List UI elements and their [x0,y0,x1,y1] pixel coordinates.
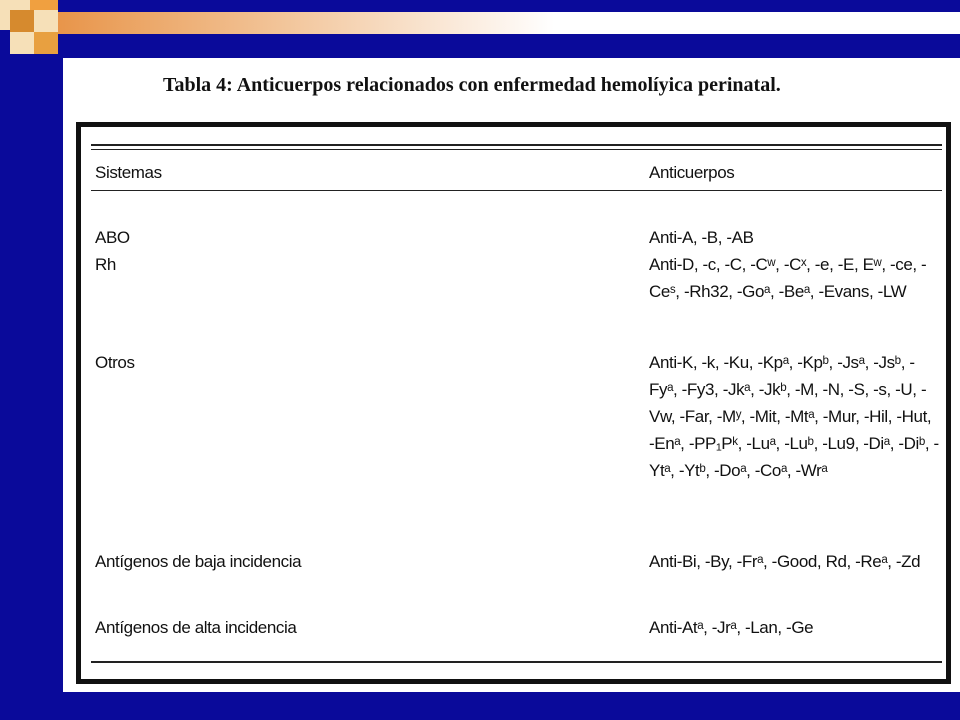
row-system: ABO [95,228,130,247]
row-system: Antígenos de alta incidencia [95,618,297,637]
table-rule [91,190,942,191]
table-frame [76,122,951,684]
row-antibodies: Anti-K, -k, -Ku, -Kpᵃ, -Kpᵇ, -Jsᵃ, -Jsᵇ, -Fyᵃ, -Fy3, -Jkᵃ, -Jkᵇ, -M, -N, -S, -s, -U, -Vw, -Far, -Mʸ, -Mit, -Mtᵃ, -Mur, -Hil, -Hut, -Enᵃ, -PP₁Pᵏ, -Luᵃ, -Luᵇ, -Lu9, -Diᵃ, -Diᵇ, -Ytᵃ, -Ytᵇ, -Doᵃ, -Coᵃ, -Wrᵃ [649,353,939,480]
column-header-systems: Sistemas [95,163,162,182]
slide-title: Tabla 4: Anticuerpos relacionados con enfermedad hemolíyica perinatal. [163,74,781,96]
row-antibodies: Anti-A, -B, -AB [649,228,754,247]
decor-square [10,10,34,32]
decor-square [10,32,34,54]
row-system: Rh [95,255,116,274]
row-antibodies: Anti-D, -c, -C, -Cʷ, -Cˣ, -e, -E, Eʷ, -ce, -Ceˢ, -Rh32, -Goᵃ, -Beᵃ, -Evans, -LW [649,255,927,301]
row-antibodies: Anti-Bi, -By, -Frᵃ, -Good, Rd, -Reᵃ, -Zd [649,552,921,571]
slide-panel [63,58,960,692]
table-rule [91,149,942,150]
decor-square [34,10,58,32]
gradient-strip [58,12,960,34]
row-system: Otros [95,353,135,372]
row-system: Antígenos de baja incidencia [95,552,302,571]
table-rule [91,144,942,146]
decor-square [34,32,58,54]
table-rule [91,661,942,663]
row-antibodies: Anti-Atᵃ, -Jrᵃ, -Lan, -Ge [649,618,814,637]
column-header-antibodies: Anticuerpos [649,163,735,182]
